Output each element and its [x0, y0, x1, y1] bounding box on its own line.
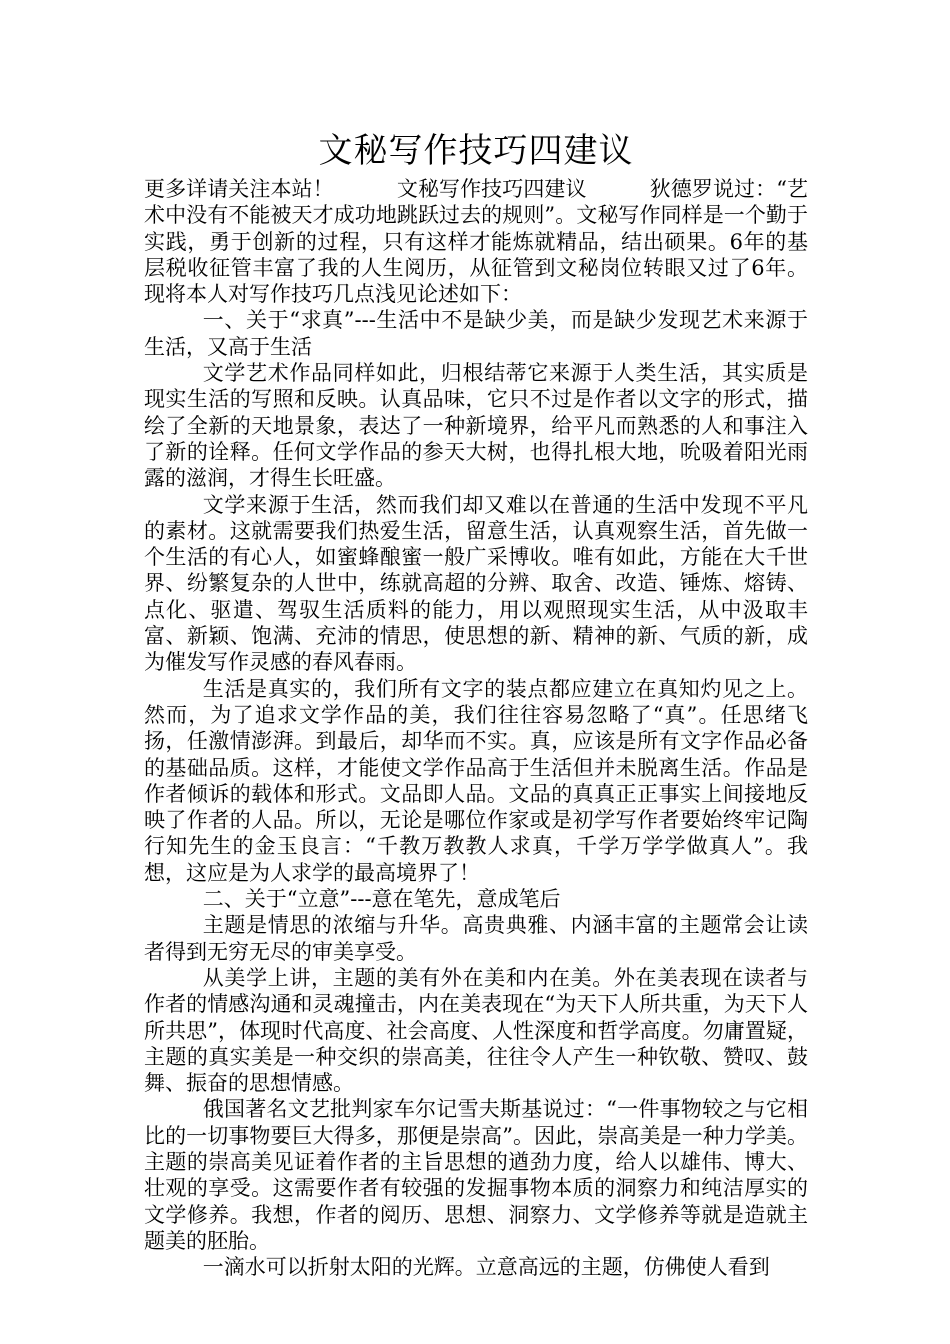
body-paragraph: 生活是真实的，我们所有文字的装点都应建立在真知灼见之上。然而，为了追求文学作品的美，我们往往容易忽略了“真”。任思绪飞扬，任激情澎湃。到最后，却华而不实。真，应该是所有文字作品必备的基础品质。这样，才能使文学作品高于生活但并未脱离生活。作品是作者倾诉的载体和形式。文品即人品。文品的真真正正事实上间接地反映了作者的人品。所以，无论是哪位作家或是初学写作者要始终牢记陶行知先生的金玉良言：“千教万教教人求真，千学万学学做真人”。我想，这应是为人求学的最高境界了！	[144, 676, 808, 885]
intro-paragraph: 更多详请关注本站！ 文秘写作技巧四建议 狄德罗说过：“艺术中没有不能被天才成功地跳跃过去的规则”。文秘写作同样是一个勤于实践，勇于创新的过程，只有这样才能炼就精品，结出硕果。6年的基层税收征管丰富了我的人生阅历，从征管到文秘岗位转眼又过了6年。现将本人对写作技巧几点浅见论述如下：	[144, 177, 808, 307]
section-heading-1: 一、关于“求真”---生活中不是缺少美，而是缺少发现艺术来源于生活，又高于生活	[144, 308, 808, 359]
body-paragraph: 主题是情思的浓缩与升华。高贵典雅、内涵丰富的主题常会让读者得到无穷无尽的审美享受。	[144, 913, 808, 964]
section-heading-2: 二、关于“立意”---意在笔先，意成笔后	[202, 887, 561, 912]
body-paragraph: 文学来源于生活，然而我们却又难以在普通的生活中发现不平凡的素材。这就需要我们热爱生活，留意生活，认真观察生活，首先做一个生活的有心人，如蜜蜂酿蜜一般广采博收。唯有如此，方能在大千世界、纷繁复杂的人世中，练就高超的分辨、取舍、改造、锤炼、熔铸、点化、驱遣、驾驭生活质料的能力，用以观照现实生活，从中汲取丰富、新颖、饱满、充沛的情思，使思想的新、精神的新、气质的新，成为催发写作灵感的春风春雨。	[144, 492, 808, 675]
body-paragraph: 文学艺术作品同样如此，归根结蒂它来源于人类生活，其实质是现实生活的写照和反映。认真品味，它只不过是作者以文字的形式，描绘了全新的天地景象，表达了一种新境界，给平凡而熟悉的人和事注入了新的诠释。任何文学作品的参天大树，也得扎根大地，吮吸着阳光雨露的滋润，才得生长旺盛。	[144, 361, 808, 491]
body-paragraph: 从美学上讲，主题的美有外在美和内在美。外在美表现在读者与作者的情感沟通和灵魂撞击，内在美表现在“为天下人所共重，为天下人所共思”，体现时代高度、社会高度、人性深度和哲学高度。勿庸置疑，主题的真实美是一种交织的崇高美，往往令人产生一种钦敬、赞叹、鼓舞、振奋的思想情感。	[144, 965, 808, 1096]
body-paragraph: 俄国著名文艺批判家车尔记雪夫斯基说过：“一件事物较之与它相比的一切事物要巨大得多，那便是崇高”。因此，崇高美是一种力学美。主题的崇高美见证着作者的主旨思想的遒劲力度，给人以雄伟、博大、壮观的享受。这需要作者有较强的发掘事物本质的洞察力和纯洁厚实的文学修养。我想，作者的阅历、思想、洞察力、文学修养等就是造就主题美的胚胎。	[144, 1097, 808, 1253]
body-paragraph: 一滴水可以折射太阳的光辉。立意高远的主题，仿佛使人看到	[202, 1255, 770, 1280]
document-title: 文秘写作技巧四建议	[318, 131, 634, 171]
document-page	[144, 128, 808, 1280]
